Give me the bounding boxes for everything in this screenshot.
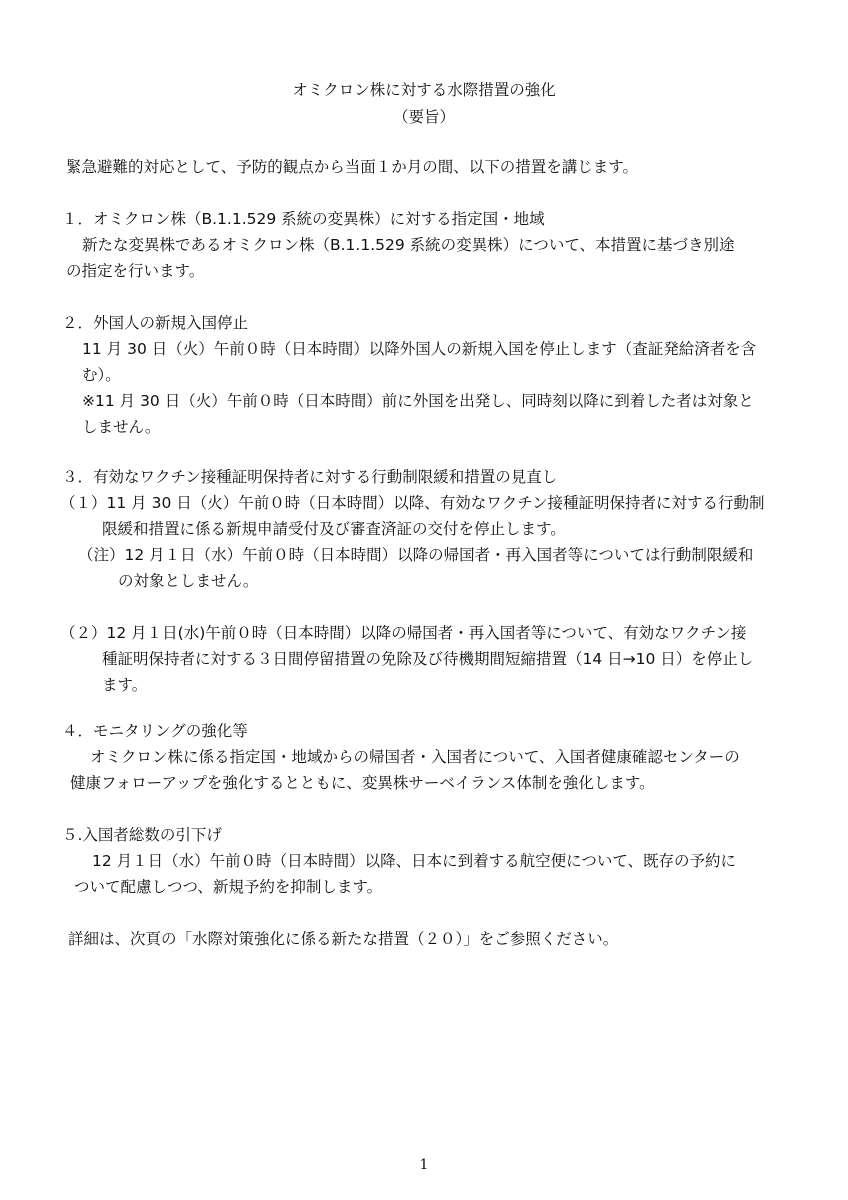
section-1-line: 新たな変異株であるオミクロン株（B.1.1.529 系統の変異株）について、本措置に基づき別途 bbox=[82, 236, 735, 254]
section-4-heading: ４．モニタリングの強化等 bbox=[62, 722, 248, 740]
closing-note: 詳細は、次頁の「水際対策強化に係る新たな措置（２０）」をご参照ください。 bbox=[68, 930, 619, 948]
section-3-item-1: 限緩和措置に係る新規申請受付及び審査済証の交付を停止します。 bbox=[102, 520, 566, 538]
section-3-note: の対象としません。 bbox=[118, 572, 259, 590]
document-title: オミクロン株に対する水際措置の強化 bbox=[292, 81, 556, 99]
section-1-heading: １．オミクロン株（B.1.1.529 系統の変異株）に対する指定国・地域 bbox=[62, 210, 545, 228]
section-3-heading: ３．有効なワクチン接種証明保持者に対する行動制限緩和措置の見直し bbox=[62, 468, 558, 486]
section-2-note: ※11 月 30 日（火）午前０時（日本時間）前に外国を出発し、同時刻以降に到着した者は対象と bbox=[82, 392, 754, 410]
section-2-line: 11 月 30 日（火）午前０時（日本時間）以降外国人の新規入国を停止します（査証発給済者を含 bbox=[82, 340, 757, 358]
section-4-line: 健康フォローアップを強化するとともに、変異株サーベイランス体制を強化します。 bbox=[70, 774, 655, 792]
section-2-note: しません。 bbox=[82, 418, 161, 436]
section-3-item-2: ます。 bbox=[102, 676, 148, 694]
section-5-heading: ５.入国者総数の引下げ bbox=[62, 826, 222, 844]
section-5-line: 12 月１日（水）午前０時（日本時間）以降、日本に到着する航空便について、既存の予約に bbox=[92, 852, 737, 870]
section-2-heading: ２．外国人の新規入国停止 bbox=[62, 314, 249, 332]
section-3-item-1: （１）11 月 30 日（火）午前０時（日本時間）以降、有効なワクチン接種証明保持者に対する行動制 bbox=[60, 494, 765, 512]
page-number: 1 bbox=[419, 1157, 429, 1173]
intro-paragraph: 緊急避難的対応として、予防的観点から当面１か月の間、以下の措置を講じます。 bbox=[66, 158, 638, 176]
section-2-line: む）。 bbox=[82, 366, 121, 384]
section-3-item-2: （２）12 月１日(水)午前０時（日本時間）以降の帰国者・再入国者等について、有効なワクチン接 bbox=[60, 624, 747, 642]
section-3-note: （注）12 月１日（水）午前０時（日本時間）以降の帰国者・再入国者等については行動制限緩和 bbox=[78, 546, 754, 564]
section-4-line: オミクロン株に係る指定国・地域からの帰国者・入国者について、入国者健康確認センターの bbox=[90, 748, 740, 766]
section-5-line: ついて配慮しつつ、新規予約を抑制します。 bbox=[74, 878, 383, 896]
section-3-item-2: 種証明保持者に対する３日間停留措置の免除及び待機期間短縮措置（14 日→10 日）を停止し bbox=[102, 650, 754, 668]
section-1-line: の指定を行います。 bbox=[66, 262, 205, 280]
document-subtitle: （要旨） bbox=[392, 108, 455, 126]
